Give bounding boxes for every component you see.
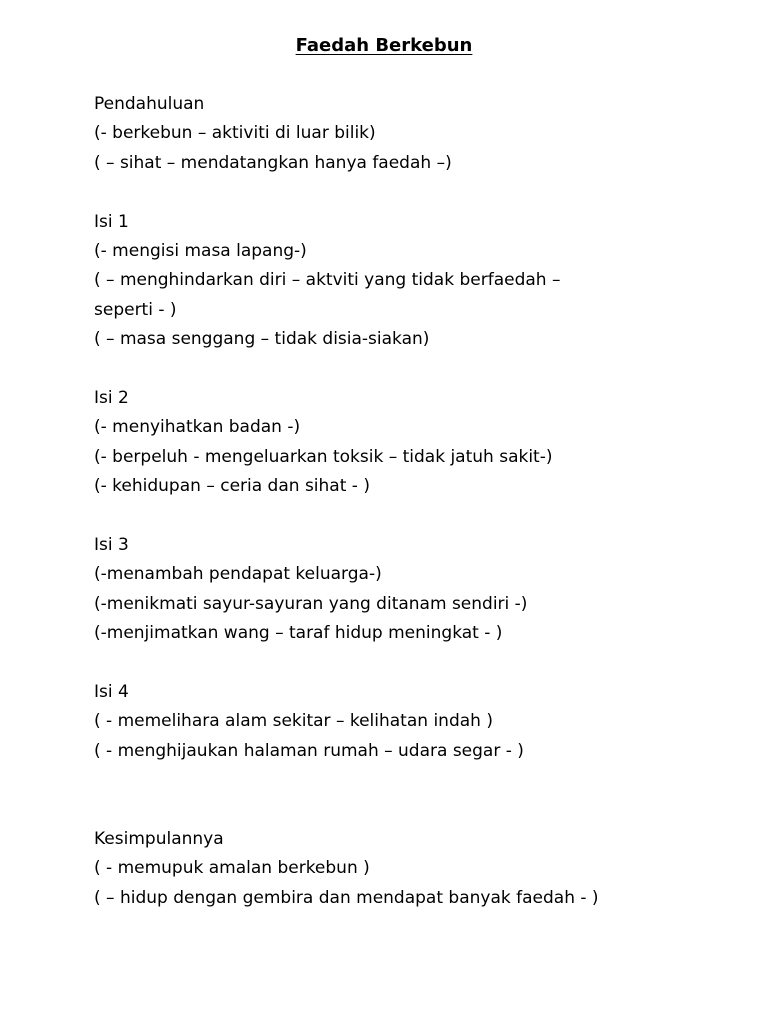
section-heading: Isi 3	[94, 534, 129, 555]
section-heading: Isi 4	[94, 681, 129, 702]
section-line: seperti - )	[94, 299, 177, 320]
section-line: (-menambah pendapat keluarga-)	[94, 564, 382, 585]
blank-line	[94, 178, 734, 207]
section-heading: Isi 2	[94, 387, 129, 408]
section-line: ( – masa senggang – tidak disia-siakan)	[94, 329, 430, 350]
section-line: (- berpeluh - mengeluarkan toksik – tidak jatuh sakit-)	[94, 446, 553, 467]
blank-line	[94, 355, 734, 384]
section-pendahuluan	[94, 90, 734, 178]
blank-line	[94, 795, 734, 824]
section-isi-4	[94, 678, 734, 766]
blank-line	[94, 648, 734, 677]
section-heading: Isi 1	[94, 211, 129, 232]
section-line: (- berkebun – aktiviti di luar bilik)	[94, 123, 376, 144]
section-heading: Pendahuluan	[94, 94, 205, 114]
section-line: ( – menghindarkan diri – aktviti yang tidak berfaedah –	[94, 270, 561, 291]
document-title	[0, 34, 768, 58]
section-line: (- mengisi masa lapang-)	[94, 240, 307, 261]
section-isi-2	[94, 384, 734, 502]
section-line: (- kehidupan – ceria dan sihat - )	[94, 476, 370, 497]
section-isi-1	[94, 208, 734, 355]
blank-line	[94, 501, 734, 530]
section-line: ( - memupuk amalan berkebun )	[94, 858, 370, 879]
section-line: ( – sihat – mendatangkan hanya faedah –)	[94, 152, 452, 173]
section-line: (-menikmati sayur-sayuran yang ditanam sendiri -)	[94, 593, 528, 614]
section-heading: Kesimpulannya	[94, 828, 224, 849]
section-line: ( – hidup dengan gembira dan mendapat banyak faedah - )	[94, 887, 599, 908]
section-kesimpulannya	[94, 825, 734, 913]
section-line: ( - memelihara alam sekitar – kelihatan indah )	[94, 711, 493, 732]
section-isi-3	[94, 531, 734, 649]
section-line: (-menjimatkan wang – taraf hidup meningkat - )	[94, 623, 503, 644]
document-title-text: Faedah Berkebun	[295, 35, 473, 56]
blank-line	[94, 766, 734, 795]
section-line: ( - menghijaukan halaman rumah – udara segar - )	[94, 740, 524, 761]
document-body	[94, 90, 734, 913]
section-line: (- menyihatkan badan -)	[94, 417, 301, 438]
